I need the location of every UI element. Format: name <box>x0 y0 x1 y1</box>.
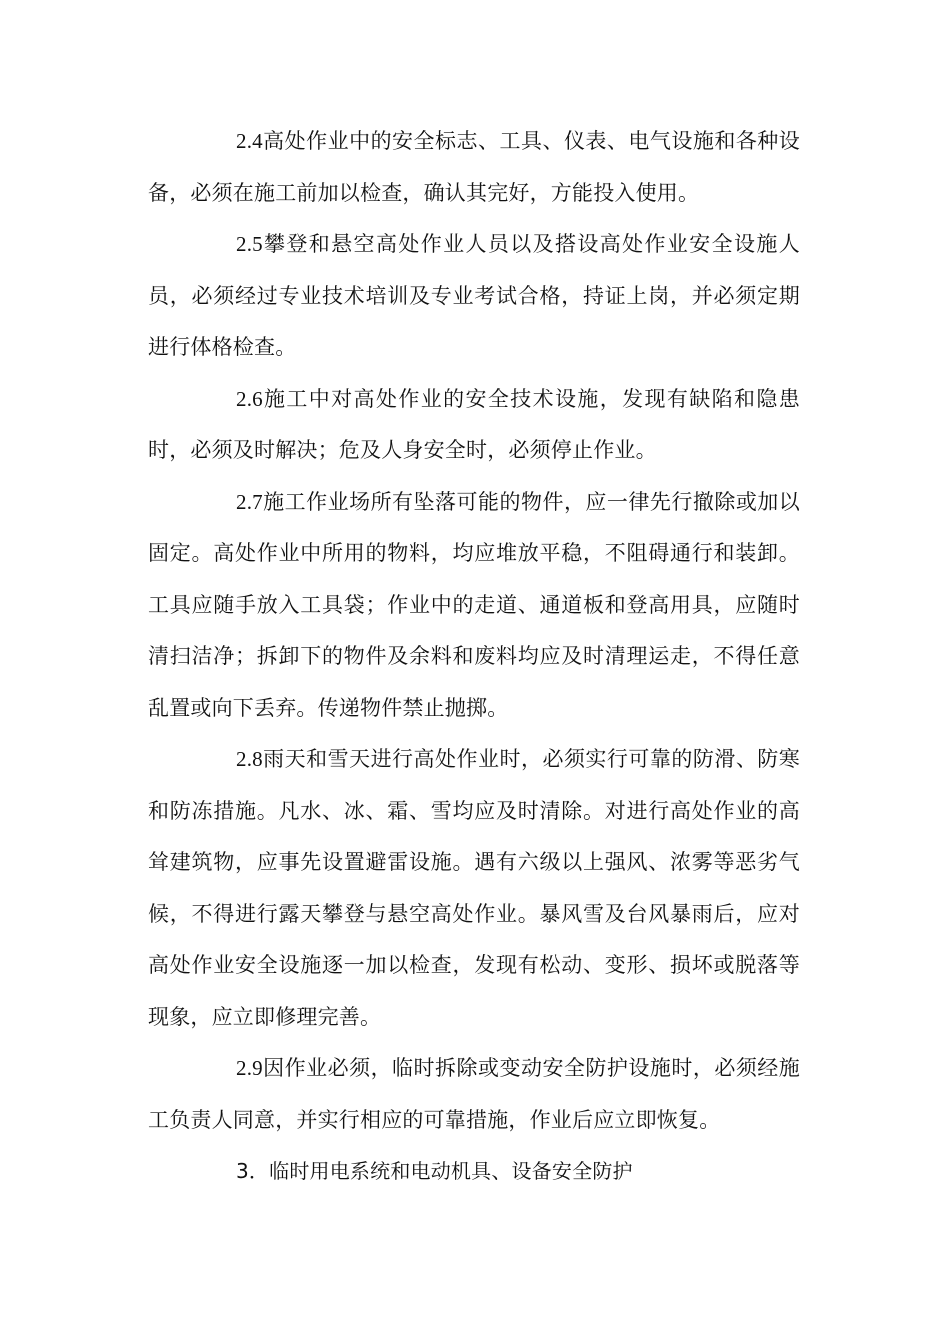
paragraph-number: 2.7 <box>236 489 263 514</box>
paragraph-number: 2.6 <box>236 386 263 411</box>
paragraph-2-8 <box>148 734 800 1043</box>
paragraph-text: 施工作业场所有坠落可能的物件，应一律先行撤除或加以固定。高处作业中所用的物料，均应堆放平稳，不阻碍通行和装卸。工具应随手放入工具袋；作业中的走道、通道板和登高用具，应随时清扫洁净；拆卸下的物件及余料和废料均应及时清理运走，不得任意乱置或向下丢弃。传递物件禁止抛掷。 <box>148 489 800 720</box>
paragraph-2-6 <box>148 374 800 477</box>
section-heading: 3．临时用电系统和电动机具、设备安全防护 <box>236 1159 633 1183</box>
paragraph-number: 2.4 <box>236 129 263 153</box>
paragraph-number: 2.9 <box>236 1056 263 1080</box>
paragraph-text: 雨天和雪天进行高处作业时，必须实行可靠的防滑、防寒和防冻措施。凡水、冰、霜、雪均应及时清除。对进行高处作业的高耸建筑物，应事先设置避雷设施。遇有六级以上强风、浓雾等恶劣气候，不得进行露天攀登与悬空高处作业。暴风雪及台风暴雨后，应对高处作业安全设施逐一加以检查，发现有松动、变形、损坏或脱落等现象，应立即修理完善。 <box>148 747 800 1029</box>
paragraph-2-7 <box>148 477 800 735</box>
paragraph-text: 高处作业中的安全标志、工具、仪表、电气设施和各种设备，必须在施工前加以检查，确认其完好，方能投入使用。 <box>148 129 800 205</box>
paragraph-text: 攀登和悬空高处作业人员以及搭设高处作业安全设施人员，必须经过专业技术培训及专业考试合格，持证上岗，并必须定期进行体格检查。 <box>148 232 800 359</box>
document-body <box>148 116 800 1198</box>
paragraph-text: 施工中对高处作业的安全技术设施，发现有缺陷和隐患时，必须及时解决；危及人身安全时，必须停止作业。 <box>148 386 800 462</box>
paragraph-text: 因作业必须，临时拆除或变动安全防护设施时，必须经施工负责人同意，并实行相应的可靠措施，作业后应立即恢复。 <box>148 1056 800 1132</box>
paragraph-2-4 <box>148 116 800 219</box>
paragraph-2-9 <box>148 1043 800 1146</box>
paragraph-2-5 <box>148 219 800 374</box>
paragraph-number: 2.8 <box>236 747 263 771</box>
paragraph-number: 2.5 <box>236 232 263 256</box>
